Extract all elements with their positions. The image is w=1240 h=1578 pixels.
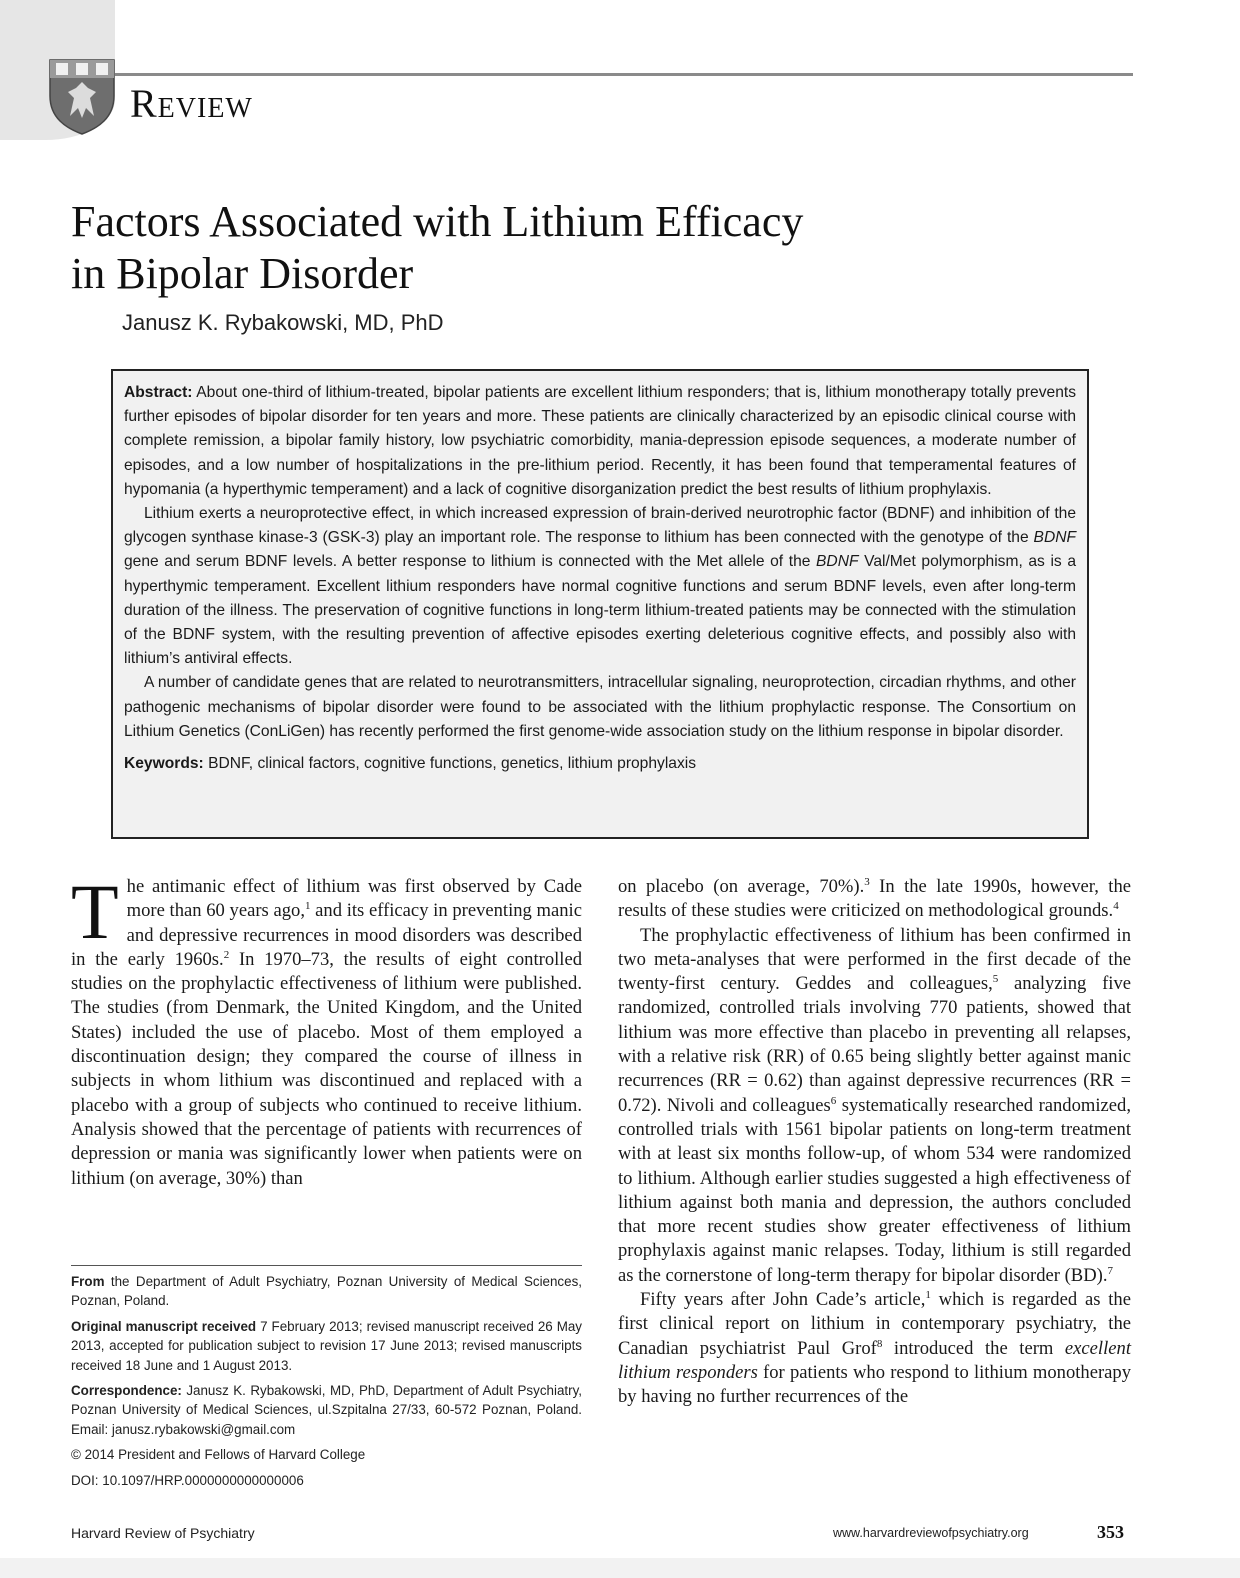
body-text: for patients who respond to lithium monotherapy by having no further recurrences of the bbox=[618, 1361, 1132, 1408]
footnote-text: Janusz K. Rybakowski, MD, PhD, Department of Adult Psychiatry, Poznan University of Medical Sciences, ul.Szpitalna 27/33, 60-572 Poznan, Poland. Email: janusz.rybakowski@gmail.com bbox=[71, 1383, 582, 1437]
footnote-affiliation bbox=[71, 1272, 582, 1311]
article-title bbox=[71, 196, 1131, 300]
citation-ref[interactable]: 2 bbox=[223, 948, 230, 961]
title-line-2: in Bipolar Disorder bbox=[71, 249, 414, 298]
citation-ref[interactable]: 6 bbox=[830, 1094, 837, 1107]
body-text: analyzing five randomized, controlled trials involving 770 patients, showed that lithium was more effective than placebo in preventing all relapses, with a relative risk (RR) of 0.65 being slightly better against manic recurrences (RR = 0.62) than against depressive recurrences (RR = 0.72). Nivoli and colleagues bbox=[618, 973, 1131, 1116]
body-paragraph bbox=[71, 868, 582, 1191]
citation-ref[interactable]: 4 bbox=[1113, 900, 1119, 913]
footnote-text: 7 February 2013; revised manuscript received 26 May 2013, accepted for publication subject to revision 17 June 2013; revised manuscripts received 18 June and 1 August 2013. bbox=[71, 1318, 582, 1373]
body-text: on placebo (on average, 70%). bbox=[618, 876, 865, 897]
body-column-left bbox=[71, 868, 582, 1191]
body-text: In the late 1990s, however, the results of these studies were criticized on methodological grounds. bbox=[618, 876, 1132, 922]
citation-ref[interactable]: 5 bbox=[992, 973, 999, 985]
abstract-label: Abstract: bbox=[124, 384, 193, 401]
footnotes bbox=[71, 1272, 582, 1496]
body-paragraph bbox=[618, 1288, 1131, 1409]
header-rule bbox=[115, 73, 1133, 76]
title-line-1: Factors Associated with Lithium Efficacy bbox=[71, 197, 804, 246]
footnote-label: From bbox=[71, 1274, 105, 1289]
keywords-text: BDNF, clinical factors, cognitive functions, genetics, lithium prophylaxis bbox=[208, 755, 697, 773]
body-text: introduced the term bbox=[882, 1337, 1065, 1359]
citation-ref[interactable]: 7 bbox=[1107, 1264, 1113, 1277]
body-text: In 1970–73, the results of eight controlled studies on the prophylactic effectiveness of lithium were published. The studies (from Denmark, the United Kingdom, and the United States) included the use of placebo. Most of them employed a discontinuation design; they compared the course of illness in subjects in whom lithium was discontinued and replaced with a placebo with a group of subjects who continued to receive lithium. Analysis showed that the percentage of patients with recurrences of depression or mania was significantly lower when patients were on lithium (on average, 30%) than bbox=[71, 948, 582, 1189]
body-paragraph bbox=[618, 924, 1131, 1288]
page-number: 353 bbox=[1097, 1522, 1124, 1542]
section-label: Review bbox=[130, 81, 253, 126]
footnote-doi[interactable]: DOI: 10.1097/HRP.0000000000000006 bbox=[71, 1472, 304, 1488]
footnote-rule bbox=[71, 1265, 582, 1266]
citation-ref[interactable]: 1 bbox=[925, 1288, 931, 1301]
body-text: systematically researched randomized, controlled trials with 1561 bipolar patients on long-term treatment with at least six months follow-up, of whom 534 were randomized to lithium. Although earlier studies suggested a high effectiveness of lithium against both mania and depression, the authors concluded that more recent studies show greater effectiveness of lithium prophylaxis against manic relapses. Today, lithium is still regarded as the cornerstone of long-term therapy for bipolar disorder (BD). bbox=[618, 1094, 1131, 1286]
footer-url-link[interactable]: www.harvardreviewofpsychiatry.org bbox=[833, 1526, 1029, 1540]
gene-name: BDNF bbox=[1033, 529, 1076, 547]
body-text: he antimanic effect of lithium was first observed by Cade more than 60 years ago, bbox=[126, 876, 582, 922]
footnote-label: Original manuscript received bbox=[71, 1318, 257, 1334]
abstract-box bbox=[111, 369, 1089, 839]
drop-cap: T bbox=[71, 868, 119, 955]
footnote-received bbox=[71, 1317, 582, 1375]
author-byline: Janusz K. Rybakowski, MD, PhD bbox=[122, 310, 444, 335]
gene-name: BDNF bbox=[816, 553, 859, 571]
footnote-correspondence bbox=[71, 1381, 582, 1439]
citation-ref[interactable]: 1 bbox=[304, 900, 311, 913]
footnote-copyright: © 2014 President and Fellows of Harvard College bbox=[71, 1447, 366, 1463]
body-text: which is regarded as the first clinical report on lithium in contemporary psychiatry, the Canadian psychiatrist Paul Grof bbox=[618, 1289, 1131, 1359]
abstract-text-2a: Lithium exerts a neuroprotective effect, in which increased expression of brain-derived neurotrophic factor (BDNF) and inhibition of the glycogen synthase kinase-3 (GSK-3) play an important role. The response to lithium has been connected with the genotype of the bbox=[124, 505, 1076, 547]
bottom-band bbox=[0, 1558, 1240, 1578]
abstract-paragraph-2 bbox=[124, 502, 1076, 671]
abstract-paragraph-1 bbox=[124, 381, 1076, 502]
abstract-text-2c: Val/Met polymorphism, as is a hyperthymic temperament. Excellent lithium responders have normal cognitive functions and serum BDNF levels, even after long-term duration of the illness. The preservation of cognitive functions in long-term lithium-treated patients may be connected with the stimulation of the BDNF system, with the resulting prevention of affective episodes exerting deleterious cognitive effects, and possibly also with lithium’s antiviral effects. bbox=[124, 553, 1076, 668]
emphasized-term: excellent lithium responders bbox=[618, 1337, 1131, 1383]
harvard-shield-logo bbox=[48, 58, 116, 136]
keywords-line bbox=[124, 752, 1076, 776]
abstract-paragraph-3: A number of candidate genes that are related to neurotransmitters, intracellular signaling, neuroprotection, circadian rhythms, and other pathogenic mechanisms of bipolar disorder were found to be associated with the lithium prophylactic response. The Consortium on Lithium Genetics (ConLiGen) has recently performed the first genome-wide association study on the lithium response in bipolar disorder. bbox=[124, 674, 1076, 740]
body-paragraph bbox=[618, 875, 1131, 924]
citation-ref[interactable]: 3 bbox=[864, 875, 870, 888]
body-text: and its efficacy in preventing manic and depressive recurrences in mood disorders was described in the early 1960s. bbox=[71, 900, 582, 970]
footnote-text: the Department of Adult Psychiatry, Poznan University of Medical Sciences, Poznan, Poland. bbox=[71, 1274, 582, 1309]
body-text: The prophylactic effectiveness of lithium has been confirmed in two meta-analyses that were performed in the first decade of the twenty-first century. Geddes and colleagues, bbox=[618, 924, 1131, 995]
footer-journal-name: Harvard Review of Psychiatry bbox=[71, 1525, 255, 1541]
citation-ref[interactable]: 8 bbox=[876, 1337, 883, 1350]
abstract-text-1: About one-third of lithium-treated, bipolar patients are excellent lithium responders; that is, lithium monotherapy totally prevents further episodes of bipolar disorder for ten years and more. These patients are clinically characterized by an episodic clinical course with complete remission, a bipolar family history, low psychiatric comorbidity, mania-depression episode sequences, a moderate number of episodes, and a low number of hospitalizations in the pre-lithium period. Recently, it has been found that temperamental features of hypomania (a hyperthymic temperament) and a lack of cognitive disorganization predict the best results of lithium prophylaxis. bbox=[124, 384, 1076, 498]
abstract-text-2b: gene and serum BDNF levels. A better response to lithium is connected with the Met allele of the bbox=[124, 553, 817, 571]
footnote-label: Correspondence: bbox=[71, 1383, 182, 1399]
body-text: Fifty years after John Cade’s article, bbox=[640, 1289, 926, 1311]
keywords-label: Keywords: bbox=[124, 755, 204, 773]
body-column-right bbox=[618, 875, 1131, 1410]
